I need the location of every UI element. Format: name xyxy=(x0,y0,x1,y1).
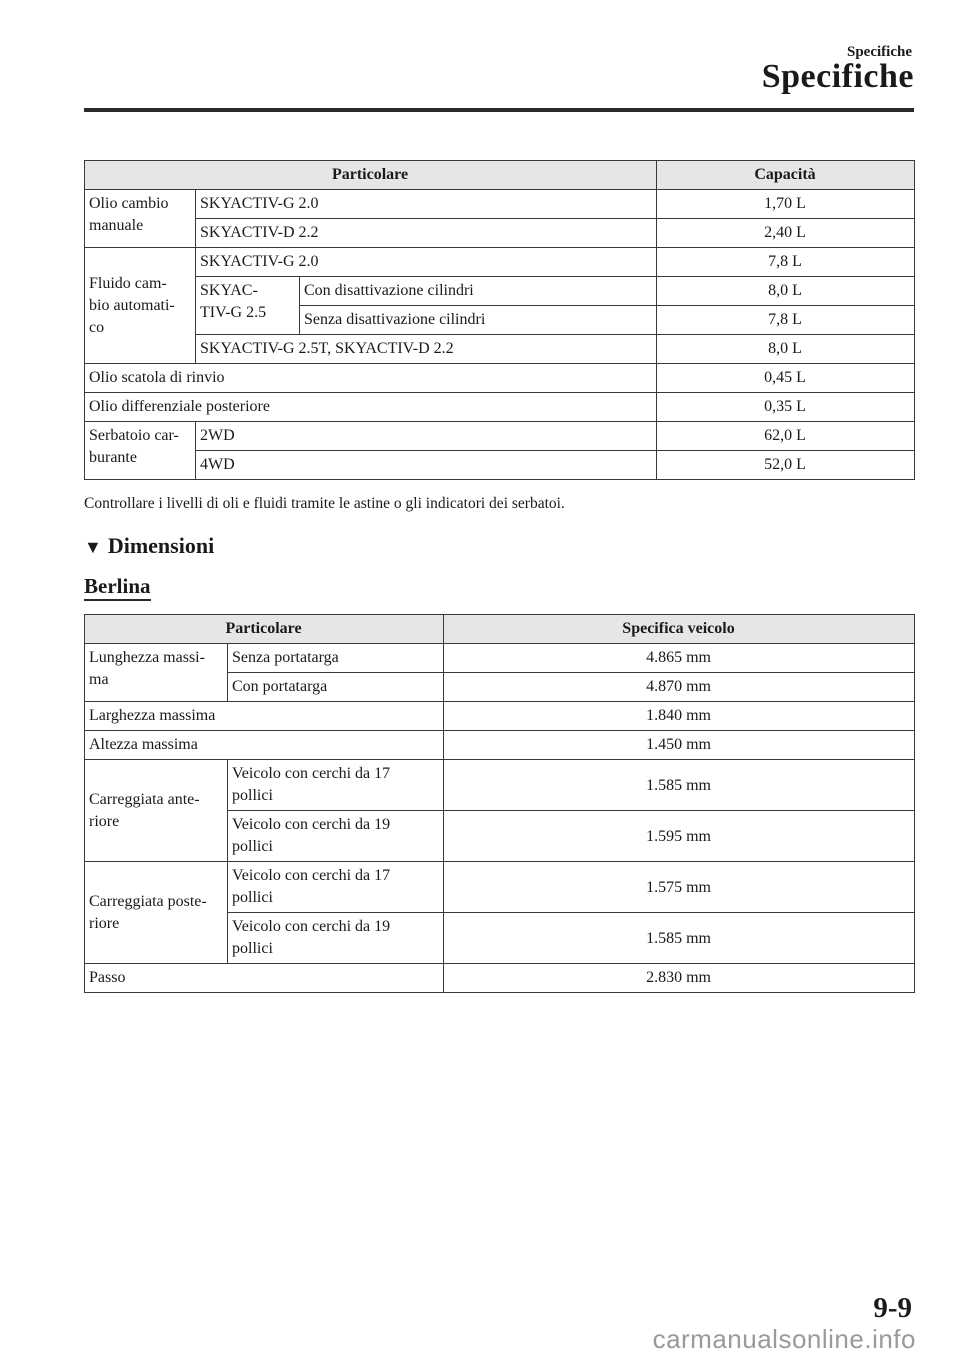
table-header-row xyxy=(85,615,915,644)
cell-value: 4.870 mm xyxy=(444,673,915,702)
section-heading xyxy=(84,533,214,559)
row-label-olio-differenziale: Olio differenziale posteriore xyxy=(85,393,657,422)
cell-value: 8,0 L xyxy=(657,277,915,306)
cell-item: Senza portatarga xyxy=(228,644,444,673)
capacity-table xyxy=(84,160,915,480)
table-header-row xyxy=(85,161,915,190)
cell-value: 0,45 L xyxy=(657,364,915,393)
capacity-note: Controllare i livelli di oli e fluidi tramite le astine o gli indicatori dei serbatoi. xyxy=(84,495,565,512)
running-header-small: Specifiche xyxy=(847,44,912,60)
cell-item: Con portatarga xyxy=(228,673,444,702)
cell-value: 7,8 L xyxy=(657,248,915,277)
cell-item: 4WD xyxy=(196,451,657,480)
row-label-lunghezza: Lunghezza massi- ma xyxy=(85,644,228,702)
column-header-item: Particolare xyxy=(85,615,444,644)
cell-item: 2WD xyxy=(196,422,657,451)
cell-item: SKYACTIV-G 2.0 xyxy=(196,248,657,277)
cell-value: 2.830 mm xyxy=(444,964,915,993)
cell-value: 1.450 mm xyxy=(444,731,915,760)
cell-item: Senza disattivazione cilindri xyxy=(300,306,657,335)
row-label-olio-scatola: Olio scatola di rinvio xyxy=(85,364,657,393)
table-row xyxy=(85,451,915,480)
row-label-carreggiata-anteriore: Carreggiata ante- riore xyxy=(85,760,228,862)
cell-value: 1.575 mm xyxy=(444,862,915,913)
table-row xyxy=(85,364,915,393)
cell-item: SKYACTIV-G 2.5T, SKYACTIV-D 2.2 xyxy=(196,335,657,364)
table-row xyxy=(85,248,915,277)
cell-value: 7,8 L xyxy=(657,306,915,335)
triangle-down-icon: ▼ xyxy=(84,537,102,557)
cell-value: 52,0 L xyxy=(657,451,915,480)
row-sublabel-skyactiv-g25: SKYAC- TIV-G 2.5 xyxy=(196,277,300,335)
cell-item: Veicolo con cerchi da 17 pollici xyxy=(228,760,444,811)
row-label-larghezza: Larghezza massima xyxy=(85,702,444,731)
row-label-serbatoio: Serbatoio car- burante xyxy=(85,422,196,480)
table-row xyxy=(85,731,915,760)
cell-item: SKYACTIV-G 2.0 xyxy=(196,190,657,219)
cell-item: Con disattivazione cilindri xyxy=(300,277,657,306)
table-row xyxy=(85,190,915,219)
cell-value: 0,35 L xyxy=(657,393,915,422)
section-title: Dimensioni xyxy=(107,533,215,558)
cell-value: 1.840 mm xyxy=(444,702,915,731)
column-header-capacity: Capacità xyxy=(657,161,915,190)
cell-value: 1.585 mm xyxy=(444,913,915,964)
cell-value: 4.865 mm xyxy=(444,644,915,673)
table-row xyxy=(85,219,915,248)
table-row xyxy=(85,964,915,993)
running-header-title: Specifiche xyxy=(761,58,914,95)
cell-item: SKYACTIV-D 2.2 xyxy=(196,219,657,248)
row-label-altezza: Altezza massima xyxy=(85,731,444,760)
cell-item: Veicolo con cerchi da 19 pollici xyxy=(228,913,444,964)
table-row xyxy=(85,277,915,306)
table-row xyxy=(85,335,915,364)
header-rule xyxy=(84,108,914,112)
cell-value: 1,70 L xyxy=(657,190,915,219)
cell-value: 62,0 L xyxy=(657,422,915,451)
watermark: carmanualsonline.info xyxy=(652,1324,916,1354)
cell-value: 8,0 L xyxy=(657,335,915,364)
column-header-item: Particolare xyxy=(85,161,657,190)
dimensions-table xyxy=(84,614,915,993)
table-row xyxy=(85,644,915,673)
table-row xyxy=(85,393,915,422)
row-label-olio-cambio: Olio cambio manuale xyxy=(85,190,196,248)
table-row xyxy=(85,862,915,913)
table-row xyxy=(85,422,915,451)
table-row xyxy=(85,702,915,731)
row-label-fluido-cambio: Fluido cam- bio automati- co xyxy=(85,248,196,364)
table-row xyxy=(85,760,915,811)
row-label-carreggiata-posteriore: Carreggiata poste- riore xyxy=(85,862,228,964)
cell-value: 1.585 mm xyxy=(444,760,915,811)
cell-value: 1.595 mm xyxy=(444,811,915,862)
cell-value: 2,40 L xyxy=(657,219,915,248)
subsection-title: Berlina xyxy=(84,574,151,601)
page-number: 9-9 xyxy=(873,1292,912,1324)
column-header-spec: Specifica veicolo xyxy=(444,615,915,644)
cell-item: Veicolo con cerchi da 17 pollici xyxy=(228,862,444,913)
row-label-passo: Passo xyxy=(85,964,444,993)
cell-item: Veicolo con cerchi da 19 pollici xyxy=(228,811,444,862)
